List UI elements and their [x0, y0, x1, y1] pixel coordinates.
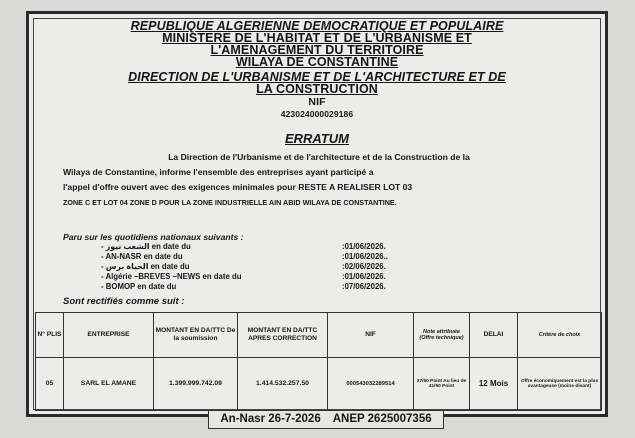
newspaper-date: :07/06/2026.: [342, 282, 386, 291]
header-construction: LA CONSTRUCTION: [256, 82, 378, 96]
newspaper-name: - Algérie –BREVES –NEWS en date du: [101, 272, 242, 281]
header-amenagement: L'AMENAGEMENT DU TERRITOIRE: [210, 43, 424, 57]
document-frame: [26, 11, 608, 417]
cell-ttc-correction: 1.414.532.257.50: [238, 358, 328, 411]
rectified-title: Sont rectifiés comme suit :: [63, 296, 185, 307]
publication-footer: [208, 410, 444, 429]
col-header-delai: DELAI: [470, 313, 518, 358]
newspapers-title: Paru sur les quotidiens nationaux suivants :: [63, 232, 244, 242]
newspaper-name: - AN-NASR en date du: [101, 252, 183, 261]
header-wilaya: WILAYA DE CONSTANTINE: [235, 55, 399, 69]
footer-newspaper: An-Nasr 26-7-2026: [220, 413, 321, 425]
cell-nif: 000543032289514: [328, 358, 414, 411]
newspaper-name: - BOMOP en date du: [101, 282, 177, 291]
newspaper-name: - الحياة برس en date du: [101, 262, 190, 271]
header-republic: REPUBLIQUE ALGERIENNE DEMOCRATIQUE ET POPULAIRE: [130, 19, 504, 33]
table-header-row: [36, 313, 602, 358]
body-line-2: Wilaya de Constantine, informe l'ensemble des entreprises ayant participé a: [63, 167, 374, 177]
header-ministry: MINISTERE DE L'HABITAT ET DE L'URBANISME ET: [162, 31, 472, 45]
col-header-num: N° PLIS: [36, 313, 64, 358]
cell-ttc-soumission: 1.399.999.742.09: [154, 358, 238, 411]
header-direction: DIRECTION DE L'URBANISME ET DE L'ARCHITECTURE ET DE: [128, 70, 506, 84]
cell-num: 05: [36, 358, 64, 411]
body-line-4: ZONE C ET LOT 04 ZONE D POUR LA ZONE INDUSTRIELLE AIN ABID WILAYA DE CONSTANTINE.: [63, 198, 397, 207]
newspaper-name: - الشعب نيوز en date du: [101, 242, 191, 251]
newspaper-row: [101, 252, 521, 262]
col-header-criteria: Critère de choix: [518, 313, 602, 358]
newspaper-row: [101, 242, 521, 252]
header-nif-label: NIF: [308, 96, 326, 108]
newspaper-date: :02/06/2026.: [342, 262, 386, 271]
cell-company: SARL EL AMANE: [64, 358, 154, 411]
col-header-nif: NIF: [328, 313, 414, 358]
body-line-1: La Direction de l'Urbanisme et de l'architecture et de la Construction de la: [168, 152, 470, 162]
header-nif-number: 423024000029186: [280, 109, 354, 119]
erratum-title: ERRATUM: [284, 131, 350, 146]
newspaper-date: :01/06/2026.: [342, 242, 386, 251]
newspaper-date: :01/06/2026.: [342, 272, 386, 281]
col-header-note: Note attribuée (Offre technique): [414, 313, 470, 358]
cell-delai: 12 Mois: [470, 358, 518, 411]
newspaper-row: [101, 262, 521, 272]
table-row: [36, 358, 602, 411]
newspaper-row: [101, 272, 521, 282]
footer-anep: ANEP 2625007356: [332, 413, 432, 425]
cell-criteria: Offre économiquement est la plus avantageuse (moins-disant): [518, 358, 602, 411]
newspaper-date: :01/06/2026..: [342, 252, 388, 261]
col-header-company: ENTREPRISE: [64, 313, 154, 358]
results-table: [35, 312, 602, 411]
newspaper-row: [101, 282, 521, 292]
cell-note: 37/50 Point Au lieu de 41/50 Point: [414, 358, 470, 411]
col-header-ttc-soumission: MONTANT EN DA/TTC De la soumission: [154, 313, 238, 358]
col-header-ttc-correction: MONTANT EN DA/TTC APRES CORRECTION: [238, 313, 328, 358]
body-line-3: l'appel d'offre ouvert avec des exigences minimales pour RESTE A REALISER LOT 03: [63, 182, 413, 192]
